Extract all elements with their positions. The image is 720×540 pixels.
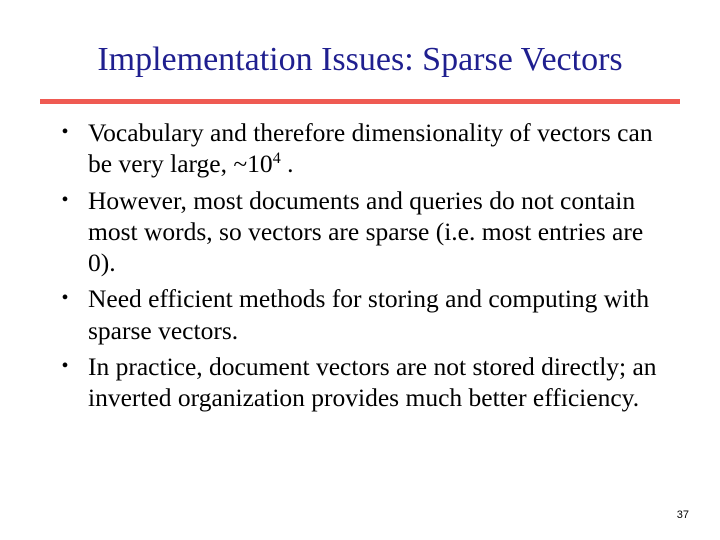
bullet-item bbox=[58, 283, 668, 346]
bullet-point-icon: • bbox=[61, 287, 69, 310]
slide-title: Implementation Issues: Sparse Vectors bbox=[97, 41, 623, 78]
bullet-item bbox=[58, 117, 668, 180]
bullet-point-icon: • bbox=[61, 355, 69, 378]
bullet-point-icon: • bbox=[61, 188, 69, 211]
bullet-text: However, most documents and queries do not contain most words, so vectors are sparse (i.e. most entries are 0). bbox=[88, 185, 644, 278]
bullet-text: Vocabulary and therefore dimensionality of vectors can be very large, ~10 bbox=[88, 118, 653, 179]
title-underline-rule bbox=[40, 99, 680, 104]
bullet-item bbox=[58, 185, 668, 279]
page-number: 37 bbox=[676, 509, 689, 521]
bullet-text: Need efficient methods for storing and computing with sparse vectors. bbox=[88, 284, 650, 345]
bullet-text-end: . bbox=[280, 149, 294, 179]
superscript-exponent: 4 bbox=[272, 150, 281, 168]
bullet-item bbox=[58, 351, 668, 414]
bullet-list bbox=[58, 117, 668, 419]
bullet-text: In practice, document vectors are not stored directly; an inverted organization provides much better efficiency. bbox=[88, 352, 657, 413]
bullet-point-icon: • bbox=[61, 121, 69, 143]
